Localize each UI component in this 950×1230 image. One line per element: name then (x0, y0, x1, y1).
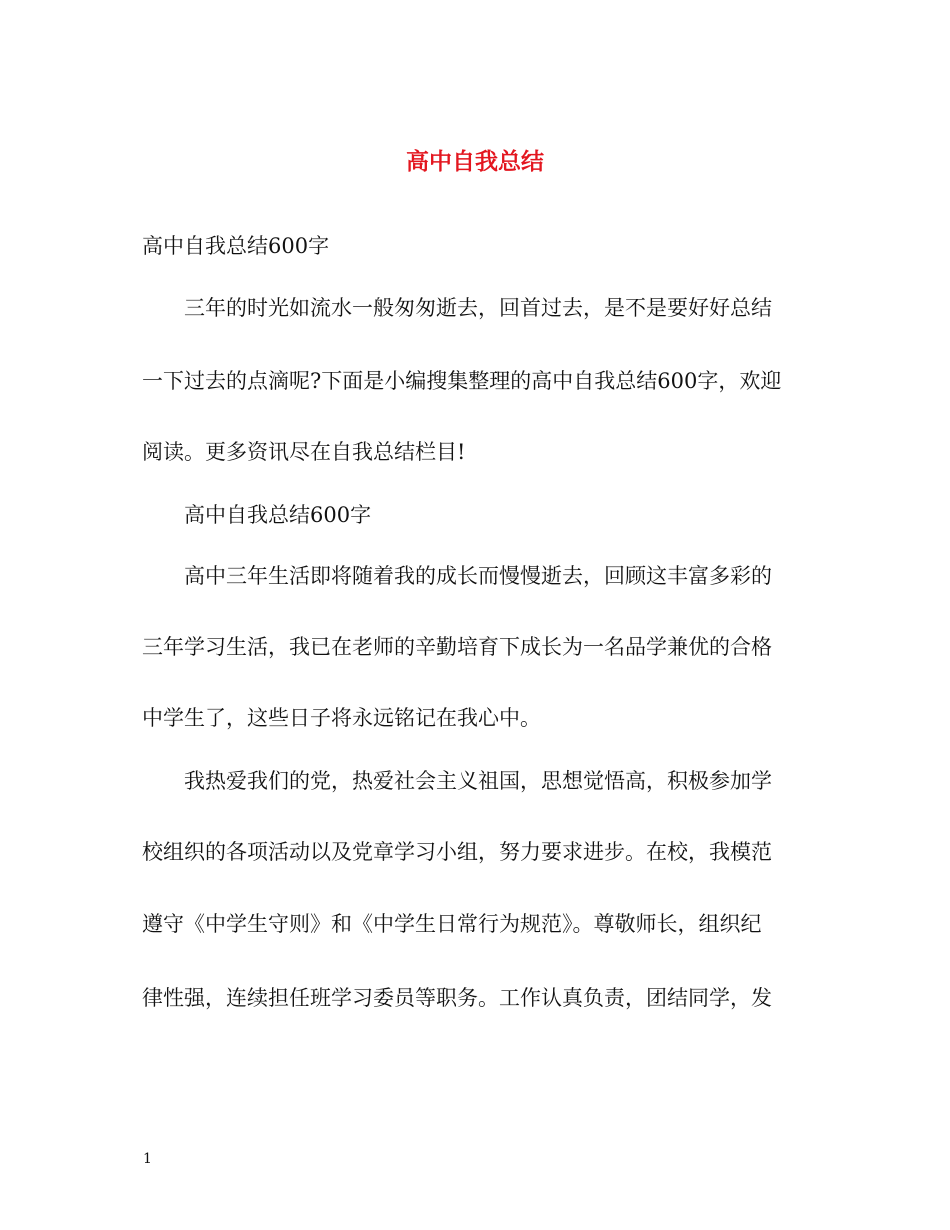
paragraph-line: 阅读。更多资讯尽在自我总结栏目! (142, 440, 466, 464)
paragraph-line: 三年的时光如流水一般匆匆逝去，回首过去，是不是要好好总结 (184, 296, 772, 320)
paragraph-line: 高中三年生活即将随着我的成长而慢慢逝去，回顾这丰富多彩的 (184, 564, 772, 588)
paragraph-line: 中学生了，这些日子将永远铭记在我心中。 (142, 706, 541, 730)
section-heading: 高中自我总结600字 (184, 503, 372, 527)
document-title: 高中自我总结 (406, 148, 544, 175)
paragraph-line: 校组织的各项活动以及党章学习小组，努力要求进步。在校，我模范 (142, 840, 772, 864)
subtitle-line: 高中自我总结600字 (142, 234, 330, 258)
paragraph-line: 律性强，连续担任班学习委员等职务。工作认真负责，团结同学，发 (142, 986, 772, 1010)
paragraph-line: 遵守《中学生守则》和《中学生日常行为规范》。尊敬师长，组织纪 (142, 912, 762, 936)
paragraph-line: 我热爱我们的党，热爱社会主义祖国，思想觉悟高，积极参加学 (184, 769, 772, 793)
page-number: 1 (143, 1151, 152, 1167)
paragraph-line: 三年学习生活，我已在老师的辛勤培育下成长为一名品学兼优的合格 (142, 635, 772, 659)
paragraph-line: 一下过去的点滴呢?下面是小编搜集整理的高中自我总结600字，欢迎 (142, 369, 782, 393)
